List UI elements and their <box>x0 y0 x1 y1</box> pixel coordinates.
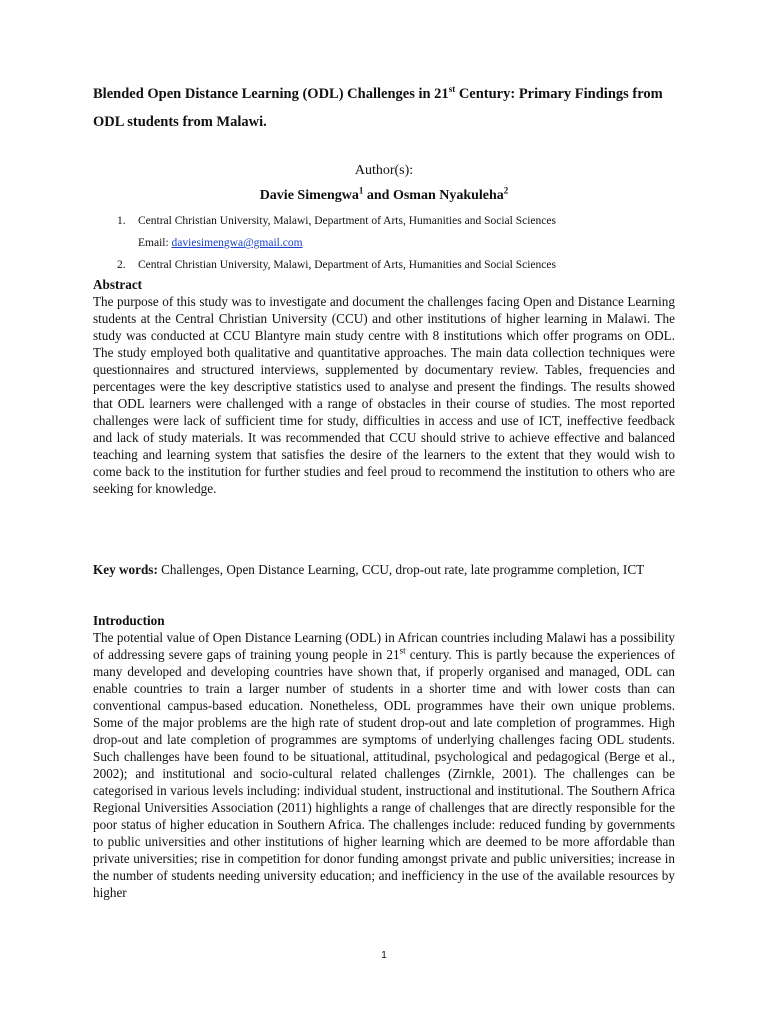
abstract-section <box>93 276 675 497</box>
keywords-paragraph <box>93 561 675 578</box>
affiliation-1-number: 1. <box>117 215 126 227</box>
abstract-text: The purpose of this study was to investigate and document the challenges facing Open and Distance Learning students at the Central Christian University (CCU) and other institutions of higher learning in Malawi. The study was conducted at CCU Blantyre main study centre with 8 institutions which offer programs on ODL. The study employed both qualitative and quantitative approaches. The main data collection techniques were questionnaires and structured interviews, supplemented by documentary review. Tables, frequencies and percentages were the key descriptive statistics used to analyse and present the findings. The results showed that ODL learners were challenged with a range of obstacles in their course of studies. The most reported challenges were lack of sufficient time for study, difficulties in access and use of ICT, ineffective feedback and lack of study materials. It was recommended that CCU should strive to achieve effective and balanced teaching and learning system that satisfies the desire of the learners to the extent that they would wish to come back to the institution for further studies and feel proud to recommend the institution to others who are seeking for knowledge. <box>93 294 675 496</box>
introduction-text-part1: The potential value of Open Distance Learning (ODL) in African countries including Malawi has a possibility of addressing severe gaps of training young people in 21 <box>93 630 675 662</box>
affiliation-2-number: 2. <box>117 259 126 271</box>
paper-title <box>93 80 693 136</box>
keywords-text: Challenges, Open Distance Learning, CCU, drop-out rate, late programme completion, ICT <box>157 562 645 577</box>
author-label: Author(s): <box>354 163 414 178</box>
keywords-label: Key words: <box>93 562 158 577</box>
introduction-text <box>93 629 675 901</box>
author-names <box>0 185 768 204</box>
affiliation-1 <box>117 210 556 232</box>
author-1-superscript: 1 <box>358 185 364 196</box>
abstract-heading: Abstract <box>93 277 143 292</box>
author-2-superscript: 2 <box>503 185 509 196</box>
title-part2: Century: Primary Findings from ODL students from Malawi. <box>93 86 663 130</box>
email-link[interactable]: daviesimengwa@gmail.com <box>171 237 303 249</box>
affiliation-1-text: Central Christian University, Malawi, Department of Arts, Humanities and Social Sciences <box>138 215 556 227</box>
title-superscript: st <box>448 84 456 95</box>
affiliations-list <box>117 210 556 276</box>
author-2-name: Osman Nyakuleha <box>392 188 504 203</box>
affiliation-email-row <box>117 232 556 254</box>
introduction-section <box>93 612 675 901</box>
introduction-heading: Introduction <box>93 613 165 628</box>
introduction-text-part2: century. This is partly because the experiences of many developed and developing countries have shown that, if properly organised and managed, ODL can enable countries to train a larger number of students in a shorter time and with lower costs than can conventional campus-based education. Nonetheless, ODL programmes have their own unique problems. Some of the major problems are the high rate of student drop-out and late completion of programmes. High drop-out and late completion of programmes are symptoms of underlying challenges facing ODL students. Such challenges have been found to be situational, attitudinal, psychological and pedagogical (Berge et al., 2002); and institutional and socio-cultural related challenges (Zirnkle, 2001). The challenges can be categorised in various levels including: individual student, instructional and institutional. The Southern Africa Regional Universities Association (2011) highlights a range of challenges that are directly responsible for the poor status of higher education in Southern Africa. The challenges include: reduced funding by governments to public universities and other institutions of higher learning which are deemed to be more affordable than private universities; rise in competition for donor funding amongst private and public universities; increase in the number of students needing university education; and inefficiency in the use of the available resources by higher <box>93 647 675 900</box>
author-joiner: and <box>363 188 393 203</box>
introduction-superscript: st <box>399 645 406 656</box>
keywords-section <box>93 561 675 578</box>
email-label: Email: <box>138 237 172 249</box>
title-part1: Blended Open Distance Learning (ODL) Challenges in 21 <box>93 86 449 102</box>
page-number: 1 <box>381 950 387 961</box>
affiliation-2 <box>117 254 556 276</box>
affiliation-2-text: Central Christian University, Malawi, Department of Arts, Humanities and Social Sciences <box>138 259 556 271</box>
author-1-name: Davie Simengwa <box>259 188 359 203</box>
